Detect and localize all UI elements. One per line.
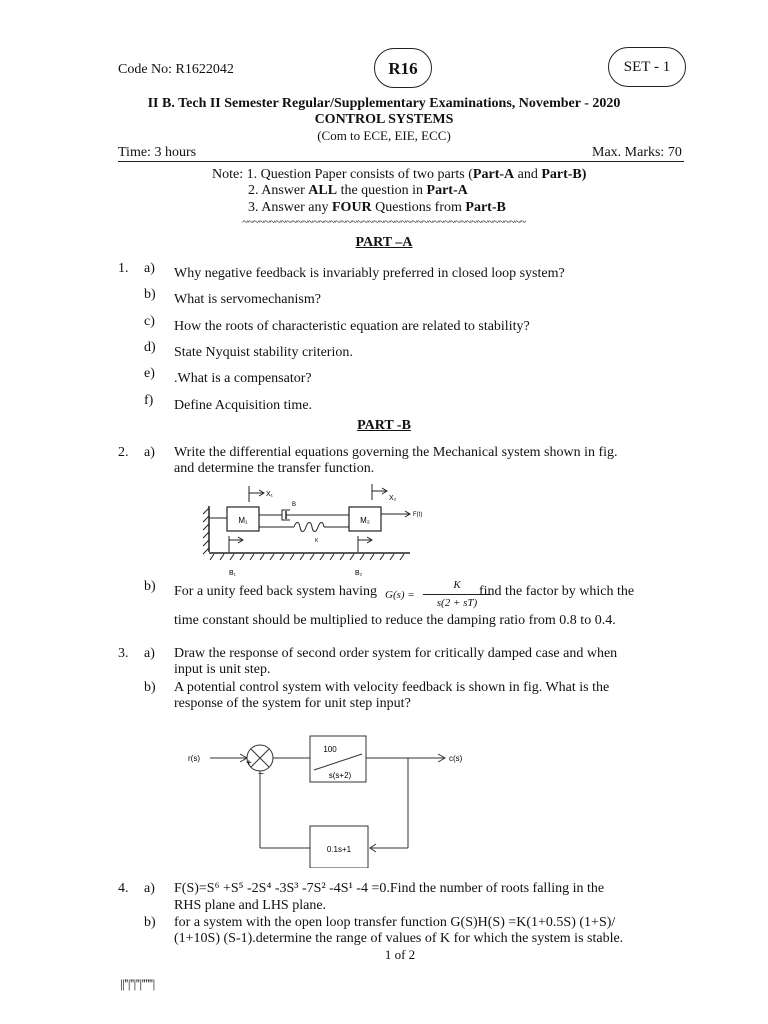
q2a-line-1: Write the differential equations governing the Mechanical system shown in fig. bbox=[174, 445, 618, 460]
q1d-label: d) bbox=[144, 340, 156, 355]
mass-1-label: M₁ bbox=[238, 516, 248, 525]
page-number: 1 of 2 bbox=[384, 947, 416, 962]
q1e-text: .What is a compensator? bbox=[174, 371, 312, 386]
exam-title: II B. Tech II Semester Regular/Supplementary Examinations, November - 2020 bbox=[147, 96, 621, 111]
q1c-text: How the roots of characteristic equation are related to stability? bbox=[174, 319, 530, 334]
mechanical-system-figure bbox=[200, 478, 440, 580]
q2b-label: b) bbox=[144, 579, 156, 594]
question-3-number: 3. bbox=[118, 646, 129, 661]
q2b-prefix: For a unity feed back system having bbox=[174, 584, 377, 599]
tilde-divider: ~~~~~~~~~~~~~~~~~~~~~~~~~~~~~~~~~~~~~~~~~~~~~~~~~~~~ bbox=[242, 216, 526, 228]
time-allowed: Time: 3 hours bbox=[118, 145, 197, 160]
note-line-1: Note: 1. Question Paper consists of two parts (Part-A and Part-B) bbox=[212, 167, 587, 182]
part-b-heading: PART -B bbox=[357, 418, 411, 433]
b1-label: B₁ bbox=[229, 570, 237, 577]
input-label: r(s) bbox=[188, 754, 200, 763]
spring-label: K bbox=[315, 538, 319, 544]
q4a-line-1: F(S)=S⁶ +S⁵ -2S⁴ -3S³ -7S² -4S¹ -4 =0.Find the number of roots falling in the bbox=[174, 881, 605, 896]
header-rule bbox=[118, 161, 684, 162]
q1f-text: Define Acquisition time. bbox=[174, 398, 313, 413]
q3a-line-2: input is unit step. bbox=[174, 662, 271, 677]
feedback-block-label: 0.1s+1 bbox=[326, 845, 352, 854]
q2a-label: a) bbox=[144, 445, 155, 460]
max-marks: Max. Marks: 70 bbox=[592, 145, 682, 160]
part-a-heading: PART –A bbox=[355, 235, 413, 250]
q2a-line-2: and determine the transfer function. bbox=[174, 461, 375, 476]
code-number: Code No: R1622042 bbox=[118, 62, 234, 77]
question-1-number: 1. bbox=[118, 261, 129, 276]
output-label: c(s) bbox=[449, 754, 463, 763]
q4a-line-2: RHS plane and LHS plane. bbox=[174, 898, 327, 913]
q1a-text: Why negative feedback is invariably preferred in closed loop system? bbox=[174, 266, 565, 281]
barcode-text: ||''|''|''|''''''| bbox=[120, 976, 155, 991]
q1f-label: f) bbox=[144, 393, 154, 408]
minus-sign: − bbox=[258, 769, 264, 780]
question-4-number: 4. bbox=[118, 881, 129, 896]
force-label: F(t) bbox=[413, 512, 423, 518]
regulation-badge: R16 bbox=[374, 48, 432, 88]
q3b-line-2: response of the system for unit step input? bbox=[174, 696, 411, 711]
b2-label: B₂ bbox=[355, 570, 363, 577]
plus-sign: + bbox=[246, 758, 252, 769]
q1a-label: a) bbox=[144, 261, 155, 276]
q1b-text: What is servomechanism? bbox=[174, 292, 321, 307]
q4b-line-1: for a system with the open loop transfer function G(S)H(S) =K(1+0.5S) (1+S)/ bbox=[174, 915, 616, 930]
forward-denominator: s(s+2) bbox=[328, 771, 352, 780]
note-line-2: 2. Answer ALL the question in Part-A bbox=[248, 183, 468, 198]
q4b-label: b) bbox=[144, 915, 156, 930]
q2b-line-2: time constant should be multiplied to reduce the damping ratio from 0.8 to 0.4. bbox=[174, 613, 616, 628]
damper-label: B bbox=[292, 502, 297, 508]
question-2-number: 2. bbox=[118, 445, 129, 460]
q1d-text: State Nyquist stability criterion. bbox=[174, 345, 353, 360]
q4b-line-2: (1+10S) (S-1).determine the range of values of K for which the system is stable. bbox=[174, 931, 624, 946]
q1c-label: c) bbox=[144, 314, 155, 329]
branches: (Com to ECE, EIE, ECC) bbox=[317, 128, 451, 143]
x1-label: X₁ bbox=[266, 491, 274, 498]
mass-2-label: M₂ bbox=[360, 516, 370, 525]
x2-label: X₂ bbox=[389, 495, 397, 502]
q3a-line-1: Draw the response of second order system for critically damped case and when bbox=[174, 646, 618, 661]
forward-numerator: 100 bbox=[323, 745, 337, 754]
q3b-line-1: A potential control system with velocity feedback is shown in fig. What is the bbox=[174, 680, 610, 695]
q2b-suffix: find the factor by which the bbox=[479, 584, 635, 599]
q3a-label: a) bbox=[144, 646, 155, 661]
block-diagram-figure bbox=[180, 728, 480, 868]
note-line-3: 3. Answer any FOUR Questions from Part-B bbox=[248, 200, 506, 215]
q1b-label: b) bbox=[144, 287, 156, 302]
q1e-label: e) bbox=[144, 366, 155, 381]
q4a-label: a) bbox=[144, 881, 155, 896]
q3b-label: b) bbox=[144, 680, 156, 695]
set-badge: SET - 1 bbox=[608, 47, 686, 87]
subject-title: CONTROL SYSTEMS bbox=[314, 112, 454, 127]
